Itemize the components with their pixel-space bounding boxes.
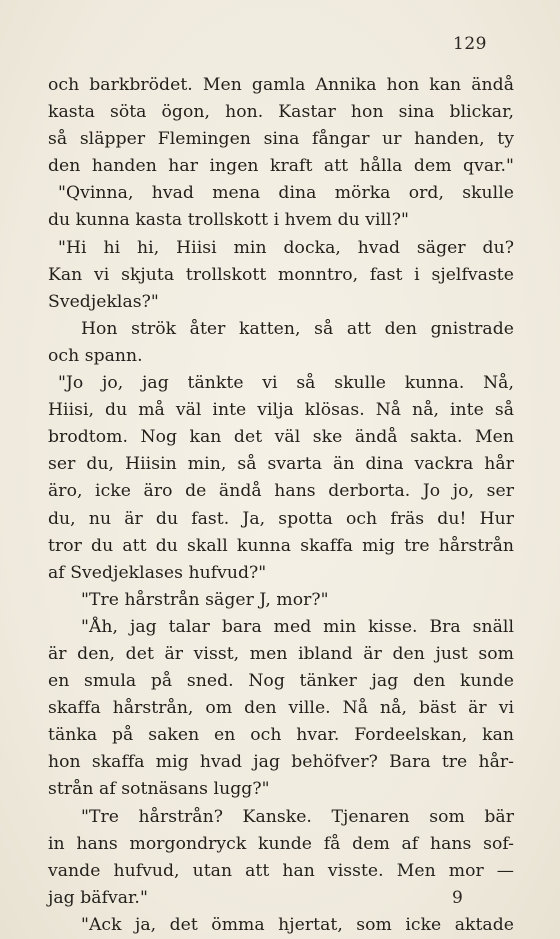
text-line: hon skaffa mig hvad jag behöfver? Bara tre hår- (48, 752, 514, 773)
text-line: en smula på sned. Nog tänker jag den kunde (48, 671, 514, 692)
text-line: tänka på saken en och hvar. Fordeelskan, kan (48, 725, 514, 746)
text-line: "Åh, jag talar bara med min kisse. Bra snäll (81, 616, 514, 637)
text-line: brodtom. Nog kan det väl ske ändå sakta. Men (48, 427, 514, 448)
text-line: jag bäfvar." (48, 887, 148, 908)
text-line: skaffa hårstrån, om den ville. Nå nå, bäst är vi (48, 698, 514, 719)
page-number: 129 (453, 34, 487, 54)
text-line: du kunna kasta trollskott i hvem du vill?" (48, 210, 409, 231)
signature-mark: 9 (452, 888, 463, 908)
text-line: in hans morgondryck kunde få dem af hans sof- (48, 833, 514, 854)
text-line: äro, icke äro de ändå hans derborta. Jo jo, ser (48, 481, 514, 502)
text-line: och spann. (48, 345, 143, 366)
text-line: så släpper Flemingen sina fångar ur handen, ty (48, 129, 514, 150)
text-line: Svedjeklas?" (48, 291, 159, 312)
text-line: "Hi hi hi, Hiisi min docka, hvad säger du? (58, 237, 514, 258)
text-line: af Svedjeklases hufvud?" (48, 562, 267, 583)
text-line: "Tre hårstrån? Kanske. Tjenaren som bär (81, 806, 514, 827)
text-line: vande hufvud, utan att han visste. Men mor — (48, 860, 514, 881)
text-line: "Tre hårstrån säger J, mor?" (81, 589, 329, 610)
text-line: strån af sotnäsans lugg?" (48, 779, 270, 800)
body-text (48, 72, 514, 939)
text-line: ser du, Hiisin min, så svarta än dina vackra hår (48, 454, 514, 475)
text-line: kasta söta ögon, hon. Kastar hon sina blickar, (48, 102, 514, 123)
text-line: den handen har ingen kraft att hålla dem qvar." (48, 156, 514, 177)
text-line: Hiisi, du må väl inte vilja klösas. Nå nå, inte så (48, 400, 514, 421)
text-line: är den, det är visst, men ibland är den just som (48, 643, 514, 664)
text-line: "Qvinna, hvad mena dina mörka ord, skulle (58, 183, 514, 204)
text-line: "Jo jo, jag tänkte vi så skulle kunna. Nå, (58, 373, 514, 394)
text-line: du, nu är du fast. Ja, spotta och fräs du! Hur (48, 508, 514, 529)
text-line: Hon strök åter katten, så att den gnistrade (81, 318, 514, 339)
text-line: och barkbrödet. Men gamla Annika hon kan ändå (48, 75, 514, 95)
text-line: tror du att du skall kunna skaffa mig tre hårstrån (48, 535, 514, 556)
text-line: Kan vi skjuta trollskott monntro, fast i sjelfvaste (48, 264, 514, 285)
text-line: "Ack ja, det ömma hjertat, som icke aktade (81, 914, 514, 935)
